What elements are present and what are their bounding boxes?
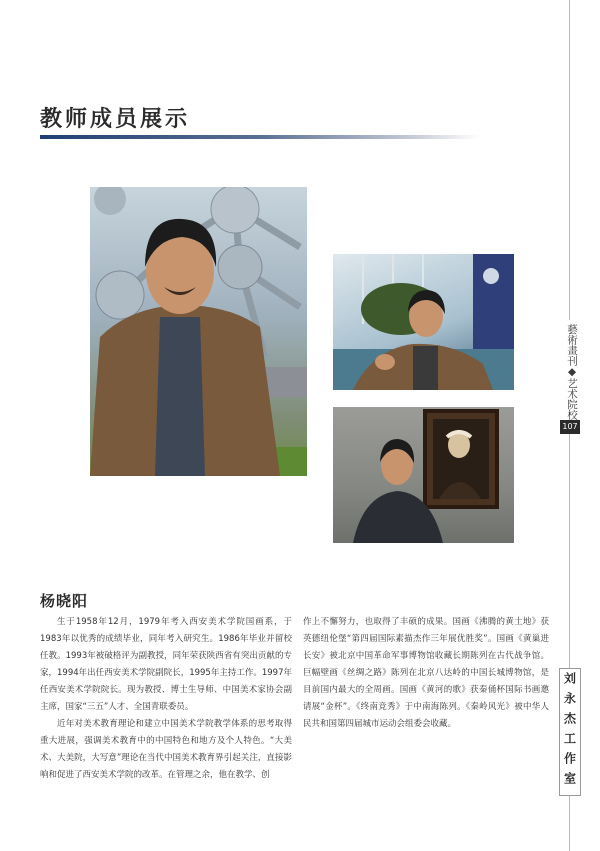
journal-label: 藝術畫刊◆艺术院校 (560, 320, 580, 424)
office-photo (333, 254, 514, 390)
bio-left-column (40, 614, 292, 784)
portrait-photo (90, 187, 307, 476)
page-number: 107 (560, 420, 580, 434)
bio-paragraph: 近年对美术教育理论和建立中国美术学院教学体系的思考取得重大进展，强调美术教育中的中国特色和地方及个人特色。“大美术、大美院，大写意”理论在当代中国美术教育界引起关注，直接影响和促进了西安美术学院的改革。在管理之余，他在教学、创 (40, 719, 292, 780)
person-name: 杨晓阳 (40, 592, 89, 610)
title-rule (40, 135, 480, 139)
bio-paragraph: 作上不懈努力，也取得了丰硕的成果。国画《沸腾的黄土地》获英德纽伦堡“第四届国际素描杰作三年展优胜奖”。国画《黄巢进长安》被北京中国革命军事博物馆收藏长期陈列在古代战争馆。巨幅壁画《丝绸之路》陈列在北京八达岭的中国长城博物馆，是目前国内最大的全周画。国画《黄河的歌》获秦俑杯国际书画邀请展“金杯”。《终南竞秀》于中南海陈列。《秦岭风光》被中华人民共和国第四届城市运动会组委会收藏。 (303, 617, 549, 729)
studio-label: 刘永杰工作室 (559, 668, 581, 796)
bio-right-column (303, 614, 549, 733)
page-title: 教师成员展示 (40, 106, 191, 132)
bio-paragraph: 生于1958年12月，1979年考入西安美术学院国画系，于1983年以优秀的成绩毕业，同年考入研究生。1986年毕业并留校任教。1993年被破格评为副教授，同年荣获陕西省有突出贡献的专家，1994年出任西安美术学院副院长，1995年主持工作。1997年任西安美术学院院长。现为教授、博士生导师、中国美术家协会副主席，国家“三五”人才、全国青联委员。 (40, 617, 292, 712)
gallery-photo (333, 407, 514, 543)
